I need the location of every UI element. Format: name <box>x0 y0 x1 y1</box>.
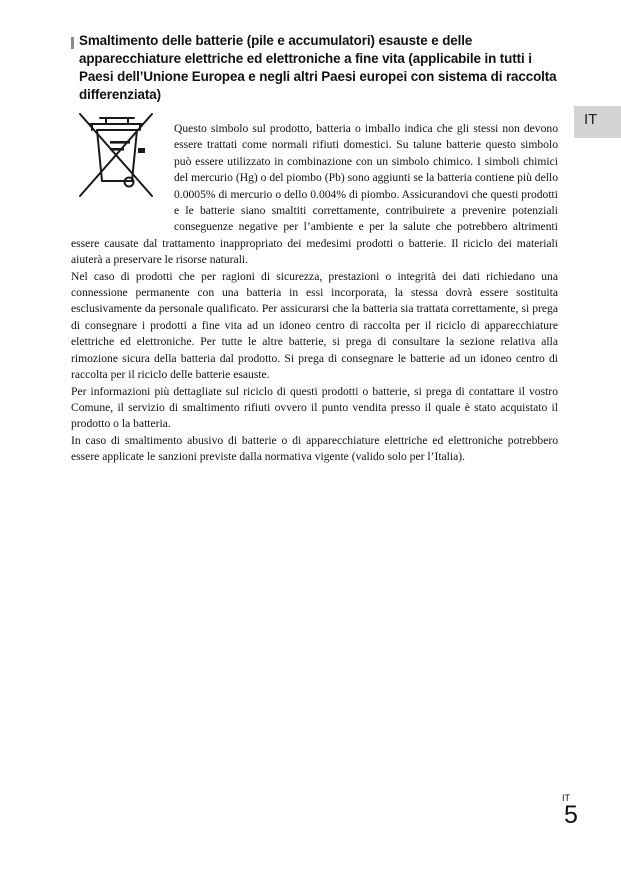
paragraph: Questo simbolo sul prodotto, batteria o imballo indica che gli stessi non devono essere trattati come normali rifiuti domestici. Su talune batterie questo simbolo può essere utilizzato in combinazione con un simbolo chimico. I simboli chimici del mercurio (Hg) o del piombo (Pb) sono aggiunti se la batteria contiene più dello 0.0005% di mercurio o dello 0.004% di piombo. Assicurandovi che questi prodotti e le batterie siano smaltiti correttamente, contribuirete a prevenire potenziali conseguenze negative per l’ambiente e per la salute che potrebbero altrimenti essere causate dal trattamento inappropriato dei medesimi prodotti o batterie. Il riciclo dei materiali aiuterà a preservare le risorse naturali. <box>71 122 558 267</box>
side-tab-label: IT <box>584 111 598 128</box>
page-number: 5 <box>564 801 578 829</box>
paragraph: Nel caso di prodotti che per ragioni di sicurezza, prestazioni o integrità dei dati richiedano una connessione permanente con una batteria in essi incorporata, la stessa dovrà essere sostituita esclusivamente da personale qualificato. Per assicurarsi che la batteria sia trattata correttamente, si prega di consegnare i prodotti a fine vita ad un idoneo centro di raccolta per il riciclo di apparecchiature elettriche ed elettroniche. Per tutte le altre batterie, si prega di consultare la sezione relativa alla rimozione sicura della batteria dal prodotto. Si prega di consegnare le batterie ad un idoneo centro di raccolta per il riciclo delle batterie esauste. <box>71 269 558 382</box>
footer-language-code: IT <box>562 793 570 803</box>
paragraph: In caso di smaltimento abusivo di batterie o di apparecchiature elettriche ed elettroniche potrebbero essere applicate le sanzioni previste dalla normativa vigente (valido solo per l’Italia). <box>71 433 558 464</box>
body-text <box>71 121 558 466</box>
section-heading: Smaltimento delle batterie (pile e accumulatori) esauste e delle apparecchiature elettriche ed elettroniche a fine vita (applicabile in tutti i Paesi dell’Unione Europea e negli altri Paesi europei con sistema di raccolta differenziata) <box>79 33 557 102</box>
heading-marker-bar <box>71 37 74 49</box>
language-side-tab <box>574 106 621 138</box>
paragraph: Per informazioni più dettagliate sul riciclo di questi prodotti o batterie, si prega di contattare il vostro Comune, il servizio di smaltimento rifiuti ovvero il punto vendita presso il quale è stato acquistato il prodotto o la batteria. <box>71 384 558 431</box>
